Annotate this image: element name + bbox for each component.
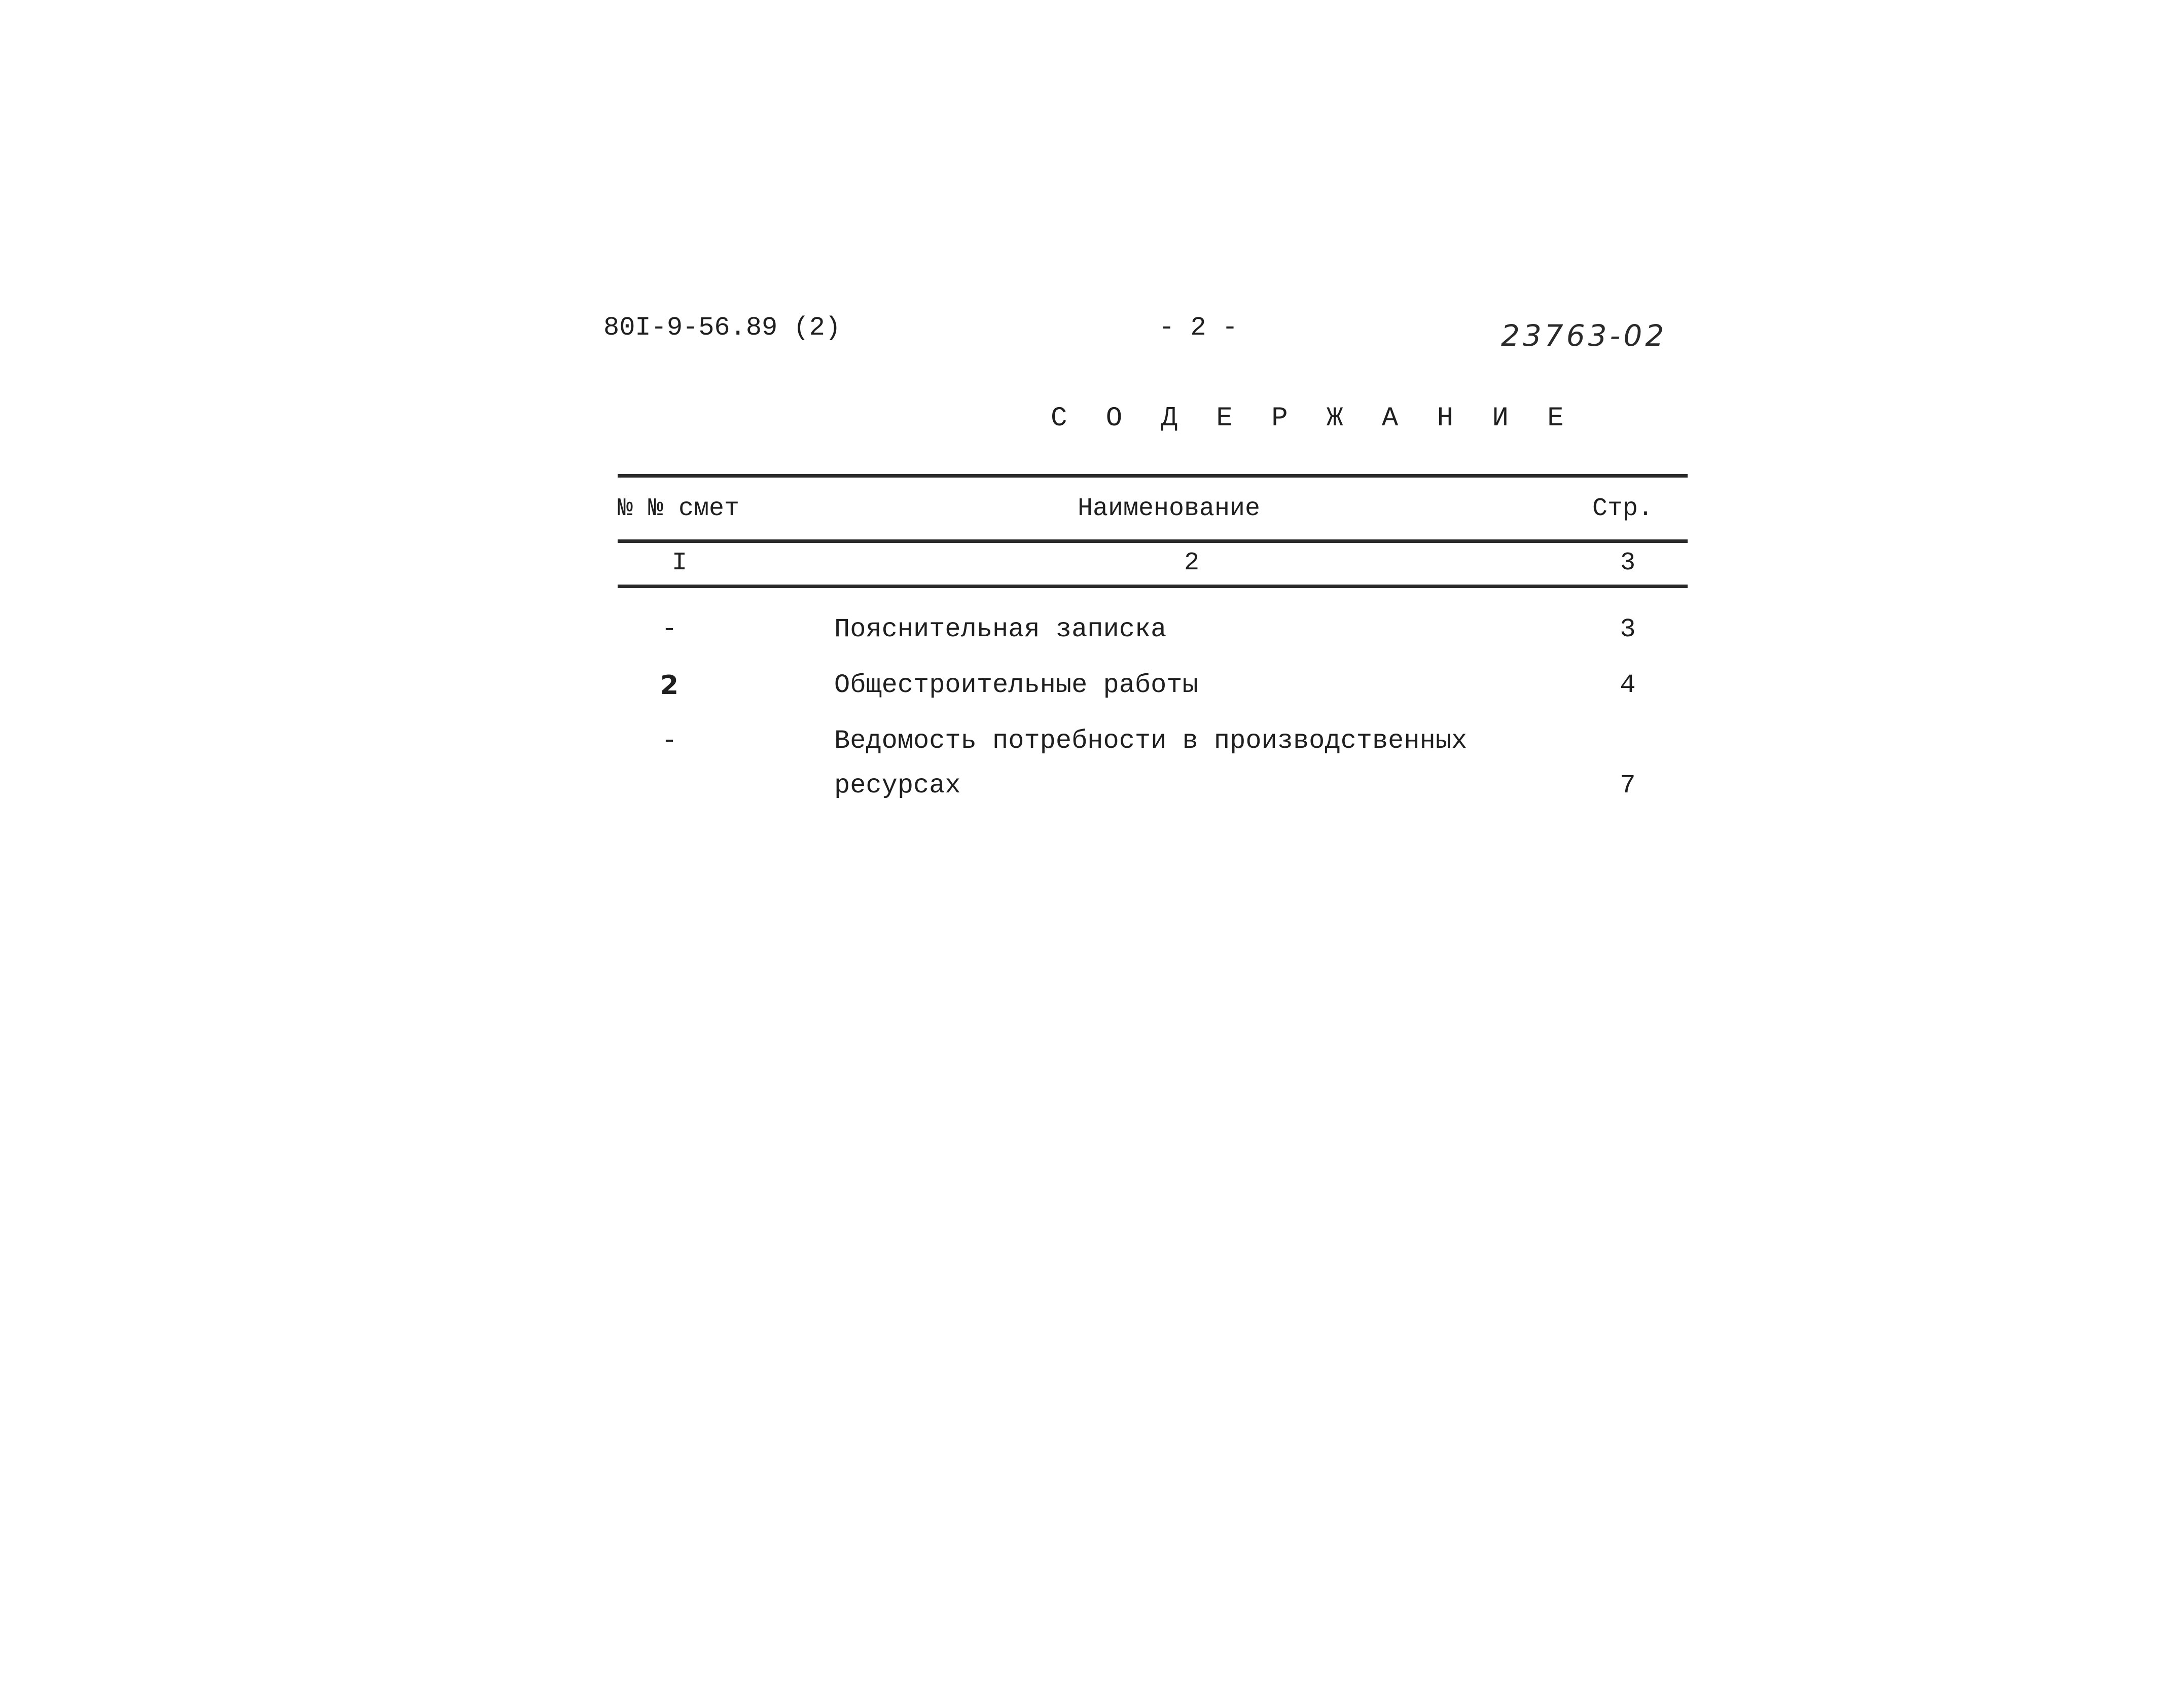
document-code: 80I-9-56.89 (2) (603, 313, 841, 343)
table-row-1-number: - (661, 614, 677, 644)
table-top-rule (618, 474, 1688, 478)
table-row-3-page: 7 (1620, 771, 1636, 801)
table-row-2-name: Общестроительные работы (834, 670, 1198, 700)
table-row-3-number: - (661, 726, 677, 756)
archive-number: 23763-02 (1501, 318, 1667, 353)
table-row-3-name: Ведомость потребности в производственных (834, 726, 1468, 756)
column-number-1: I (672, 549, 688, 577)
column-header-estimate-number: № № смет (618, 494, 740, 523)
column-number-3: 3 (1620, 549, 1636, 577)
table-row-2-number: 2 (660, 670, 679, 701)
table-row-2-page: 4 (1620, 670, 1636, 700)
column-number-2: 2 (1184, 549, 1200, 577)
table-row-1-name: Пояснительная записка (834, 614, 1167, 644)
column-header-page: Стр. (1592, 494, 1654, 523)
page-number: - 2 - (1159, 313, 1238, 343)
table-row-3-name-continued: ресурсах (834, 771, 961, 801)
page-title: С О Д Е Р Ж А Н И Е (1051, 403, 1575, 434)
table-row-1-page: 3 (1620, 614, 1636, 644)
column-header-name: Наименование (1078, 494, 1261, 523)
table-body-rule (618, 585, 1688, 588)
table-header-rule (618, 539, 1688, 543)
